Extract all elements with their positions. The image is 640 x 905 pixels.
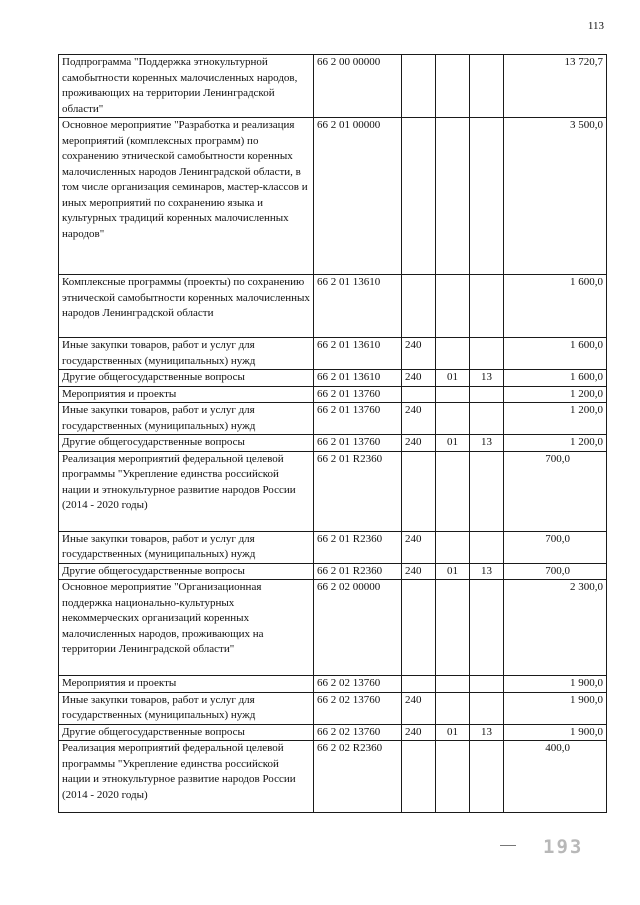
row-vr — [402, 741, 436, 813]
row-vr: 240 — [402, 403, 436, 435]
row-name: Реализация мероприятий федеральной целевой программы "Укрепление единства российской нации и этнокультурное развитие народов России (2014 - 2020 годы) — [59, 741, 314, 813]
row-pr — [470, 275, 504, 338]
row-name: Основное мероприятие "Организационная поддержка национально-культурных некоммерческих организаций коренных малочисленных народов, проживающих на территории Ленинградской области" — [59, 580, 314, 676]
row-name: Иные закупки товаров, работ и услуг для государственных (муниципальных) нужд — [59, 338, 314, 370]
row-vr: 240 — [402, 724, 436, 741]
row-pr — [470, 55, 504, 118]
row-rz — [436, 386, 470, 403]
row-name: Иные закупки товаров, работ и услуг для государственных (муниципальных) нужд — [59, 403, 314, 435]
table-row — [59, 563, 607, 580]
row-pr — [470, 338, 504, 370]
row-code: 66 2 02 13760 — [314, 676, 402, 693]
row-code: 66 2 02 00000 — [314, 580, 402, 676]
row-pr — [470, 451, 504, 531]
row-rz: 01 — [436, 563, 470, 580]
row-sum: 1 200,0 — [504, 403, 607, 435]
row-vr — [402, 580, 436, 676]
row-sum: 700,0 — [504, 531, 607, 563]
table-row — [59, 531, 607, 563]
table-row — [59, 692, 607, 724]
row-rz — [436, 338, 470, 370]
table-row — [59, 580, 607, 676]
footer-dash — [500, 845, 516, 846]
row-sum: 1 600,0 — [504, 338, 607, 370]
row-pr — [470, 386, 504, 403]
row-pr — [470, 741, 504, 813]
row-pr — [470, 580, 504, 676]
budget-table — [58, 54, 607, 813]
table-row — [59, 403, 607, 435]
row-vr: 240 — [402, 692, 436, 724]
row-vr: 240 — [402, 531, 436, 563]
row-rz — [436, 451, 470, 531]
table-row — [59, 435, 607, 452]
table-row — [59, 676, 607, 693]
row-name: Реализация мероприятий федеральной целевой программы "Укрепление единства российской нации и этнокультурное развитие народов России (2014 - 2020 годы) — [59, 451, 314, 531]
row-rz — [436, 55, 470, 118]
row-code: 66 2 01 13610 — [314, 338, 402, 370]
row-vr — [402, 118, 436, 275]
row-code: 66 2 01 R2360 — [314, 563, 402, 580]
row-code: 66 2 02 13760 — [314, 692, 402, 724]
row-code: 66 2 01 13760 — [314, 386, 402, 403]
row-pr — [470, 118, 504, 275]
table-row — [59, 370, 607, 387]
row-name: Основное мероприятие "Разработка и реализация мероприятий (комплексных программ) по сохранению этнической самобытности коренных малочисленных народов Ленинградской области, в том числе организация семинаров, мастер-классов и иных мероприятий по сохранению языка и культурных традиций коренных малочисленных народов" — [59, 118, 314, 275]
row-pr — [470, 676, 504, 693]
row-code: 66 2 01 13610 — [314, 370, 402, 387]
row-name: Подпрограмма "Поддержка этнокультурной самобытности коренных малочисленных народов, проживающих на территории Ленинградской области" — [59, 55, 314, 118]
table-row — [59, 55, 607, 118]
row-sum: 13 720,7 — [504, 55, 607, 118]
table-row — [59, 724, 607, 741]
row-sum: 2 300,0 — [504, 580, 607, 676]
page-number: 113 — [587, 20, 604, 32]
row-name: Комплексные программы (проекты) по сохранению этнической самобытности коренных малочисленных народов Ленинградской области — [59, 275, 314, 338]
row-code: 66 2 01 13760 — [314, 403, 402, 435]
row-code: 66 2 01 R2360 — [314, 451, 402, 531]
row-pr: 13 — [470, 563, 504, 580]
row-sum: 700,0 — [504, 451, 607, 531]
table-row — [59, 275, 607, 338]
row-sum: 400,0 — [504, 741, 607, 813]
table-row — [59, 386, 607, 403]
row-code: 66 2 02 13760 — [314, 724, 402, 741]
row-sum: 1 600,0 — [504, 275, 607, 338]
row-sum: 1 900,0 — [504, 724, 607, 741]
row-rz — [436, 692, 470, 724]
row-rz: 01 — [436, 435, 470, 452]
row-pr: 13 — [470, 435, 504, 452]
table-row — [59, 741, 607, 813]
row-rz — [436, 676, 470, 693]
row-rz — [436, 531, 470, 563]
row-vr — [402, 275, 436, 338]
stamped-page-number: 193 — [543, 836, 584, 858]
row-pr — [470, 692, 504, 724]
table-row — [59, 451, 607, 531]
row-vr — [402, 676, 436, 693]
row-vr: 240 — [402, 435, 436, 452]
row-vr — [402, 55, 436, 118]
row-name: Иные закупки товаров, работ и услуг для государственных (муниципальных) нужд — [59, 531, 314, 563]
row-name: Иные закупки товаров, работ и услуг для государственных (муниципальных) нужд — [59, 692, 314, 724]
row-code: 66 2 00 00000 — [314, 55, 402, 118]
table-row — [59, 118, 607, 275]
row-rz — [436, 275, 470, 338]
row-code: 66 2 01 00000 — [314, 118, 402, 275]
row-pr — [470, 531, 504, 563]
row-sum: 1 200,0 — [504, 435, 607, 452]
row-vr: 240 — [402, 338, 436, 370]
row-code: 66 2 01 13760 — [314, 435, 402, 452]
row-rz: 01 — [436, 370, 470, 387]
row-name: Мероприятия и проекты — [59, 386, 314, 403]
row-pr — [470, 403, 504, 435]
table-row — [59, 338, 607, 370]
row-sum: 3 500,0 — [504, 118, 607, 275]
row-vr: 240 — [402, 563, 436, 580]
row-sum: 700,0 — [504, 563, 607, 580]
row-name: Другие общегосударственные вопросы — [59, 563, 314, 580]
row-name: Мероприятия и проекты — [59, 676, 314, 693]
row-rz — [436, 118, 470, 275]
row-code: 66 2 01 13610 — [314, 275, 402, 338]
row-name: Другие общегосударственные вопросы — [59, 435, 314, 452]
row-vr — [402, 386, 436, 403]
row-name: Другие общегосударственные вопросы — [59, 370, 314, 387]
row-rz: 01 — [436, 724, 470, 741]
row-code: 66 2 02 R2360 — [314, 741, 402, 813]
row-pr: 13 — [470, 724, 504, 741]
row-pr: 13 — [470, 370, 504, 387]
row-vr — [402, 451, 436, 531]
row-rz — [436, 741, 470, 813]
row-rz — [436, 403, 470, 435]
row-name: Другие общегосударственные вопросы — [59, 724, 314, 741]
row-sum: 1 900,0 — [504, 692, 607, 724]
row-sum: 1 200,0 — [504, 386, 607, 403]
row-rz — [436, 580, 470, 676]
row-code: 66 2 01 R2360 — [314, 531, 402, 563]
row-vr: 240 — [402, 370, 436, 387]
row-sum: 1 900,0 — [504, 676, 607, 693]
row-sum: 1 600,0 — [504, 370, 607, 387]
